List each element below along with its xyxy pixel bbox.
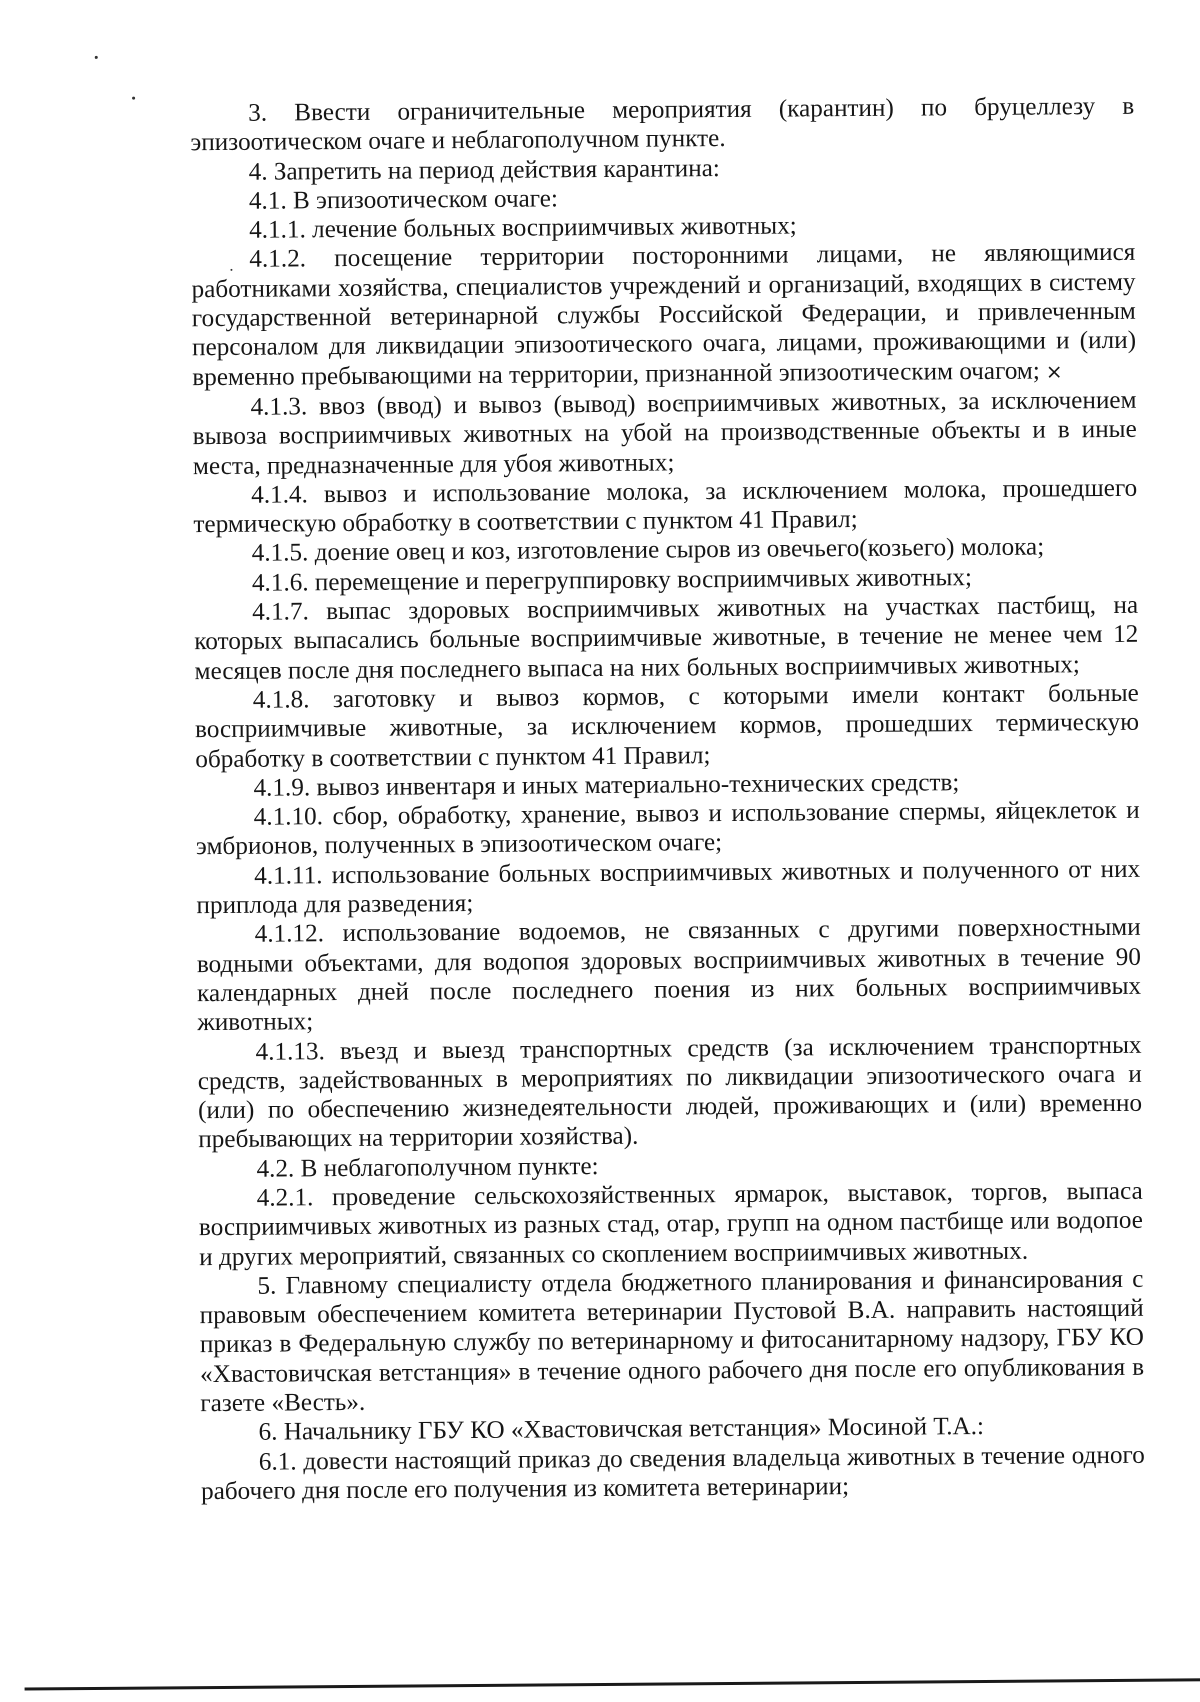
paragraph-4-1: 4.1. В эпизоотическом очаге: [248,185,559,215]
paragraph-6: 6. Начальнику ГБУ КО «Хвастовичская ветстанция» Мосиной Т.А.: [258,1413,985,1447]
paragraph-5: 5. Главному специалисту отдела бюджетного планирования и финансирования с правовым обеспечением комитета ветеринарии Пустовой В.А. направить настоящий приказ в Федеральную службу по ветеринарному и фитосанитарному надзору, ГБУ КО «Хвастовичская ветстанция» в течение одного рабочего дня после его опубликования в газете «Весть». [199,1265,1145,1418]
paragraph-4-1-2 [191,238,1136,393]
paragraph-4-1-3: 4.1.3. ввоз (ввод) и вывоз (вывод) восприимчивых животных, за исключением вывоза восприимчивых животных на убой на производственные объекты и в иные места, предназначенные для убоя животных; [192,386,1137,480]
paragraph-3: 3. Ввести ограничительные мероприятия (карантин) по бруцеллезу в эпизоотическом очаге и неблагополучном пункте. [190,92,1135,157]
page-bottom-rule [25,1678,1200,1690]
scan-speck [132,97,135,100]
paragraph-4-1-10: 4.1.10. сбор, обработку, хранение, вывоз и использование спермы, яйцеклеток и эмбрионов, полученных в эпизоотическом очаге; [195,796,1140,861]
paragraph-6-1: 6.1. довести настоящий приказ до сведения владельца животных в течение одного рабочего дня после его получения из комитета ветеринарии; [200,1441,1145,1506]
paragraph-4: 4. Запретить на период действия карантина: [248,154,720,186]
paragraph-4-1-9: 4.1.9. вывоз инвентаря и иных материально-технических средств; [253,769,960,802]
document-body [190,92,1145,1507]
paragraph-4-2: 4.2. В неблагополучном пункте: [256,1152,599,1183]
paragraph-4-1-12: 4.1.12. использование водоемов, не связанных с другими поверхностными водными объектами, для водопоя здоровых восприимчивых животных в течение 90 календарных дней после последнего поения из них больных восприимчивых животных; [196,914,1142,1037]
scan-speck [95,56,98,59]
paragraph-4-1-4: 4.1.4. вывоз и использование молока, за исключением молока, прошедшего термическую обработку в соответствии с пунктом 41 Правил; [193,474,1138,539]
paragraph-4-1-11: 4.1.11. использование больных восприимчивых животных и полученного от них приплода для разведения; [196,855,1141,920]
paragraph-4-1-7: 4.1.7. выпас здоровых восприимчивых животных на участках пастбищ, на которых выпасались больные восприимчивые животные, в течение не менее чем 12 месяцев после дня последнего выпаса на них больных восприимчивых животных; [194,591,1139,685]
paragraph-4-2-1: 4.2.1. проведение сельскохозяйственных ярмарок, выставок, торгов, выпаса восприимчивых животных из разных стад, отар, групп на одном пастбище или водопое и других мероприятий, связанных со скоплением восприимчивых животных. [198,1177,1144,1271]
paragraph-4-1-8: 4.1.8. заготовку и вывоз кормов, с которыми имели контакт больные восприимчивые животные, за исключением кормов, прошедших термическую обработку в соответствии с пунктом 41 Правил; [194,679,1140,773]
paragraph-4-1-1: 4.1.1. лечение больных восприимчивых животных; [249,212,797,244]
paragraph-4-1-6: 4.1.6. перемещение и перегруппировку восприимчивых животных; [251,563,973,597]
paragraph-4-1-13: 4.1.13. въезд и выезд транспортных средств (за исключением транспортных средств, задействованных в мероприятиях по ликвидации эпизоотического очага и (или) по обеспечению жизнедеятельности людей, проживающих и (или) временно пребывающих на территории хозяйства). [197,1031,1143,1154]
paragraph-4-1-5: 4.1.5. доение овец и коз, изготовление сыров из овечьего(козьего) молока; [251,533,1045,568]
paragraph-4-1-2-text: 4.1.2. посещение территории посторонними лицами, не являющимися работниками хозяйства, специалистов учреждений и организаций, входящих в систему государственной ветеринарной службы Российской Федерации, и привлеченным персоналом для ликвидации эпизоотического очага, лицами, проживающими и (или) временно пребывающими на территории, признанной эпизоотическим очагом; [191,239,1137,391]
handwritten-mark: × [1045,359,1063,384]
